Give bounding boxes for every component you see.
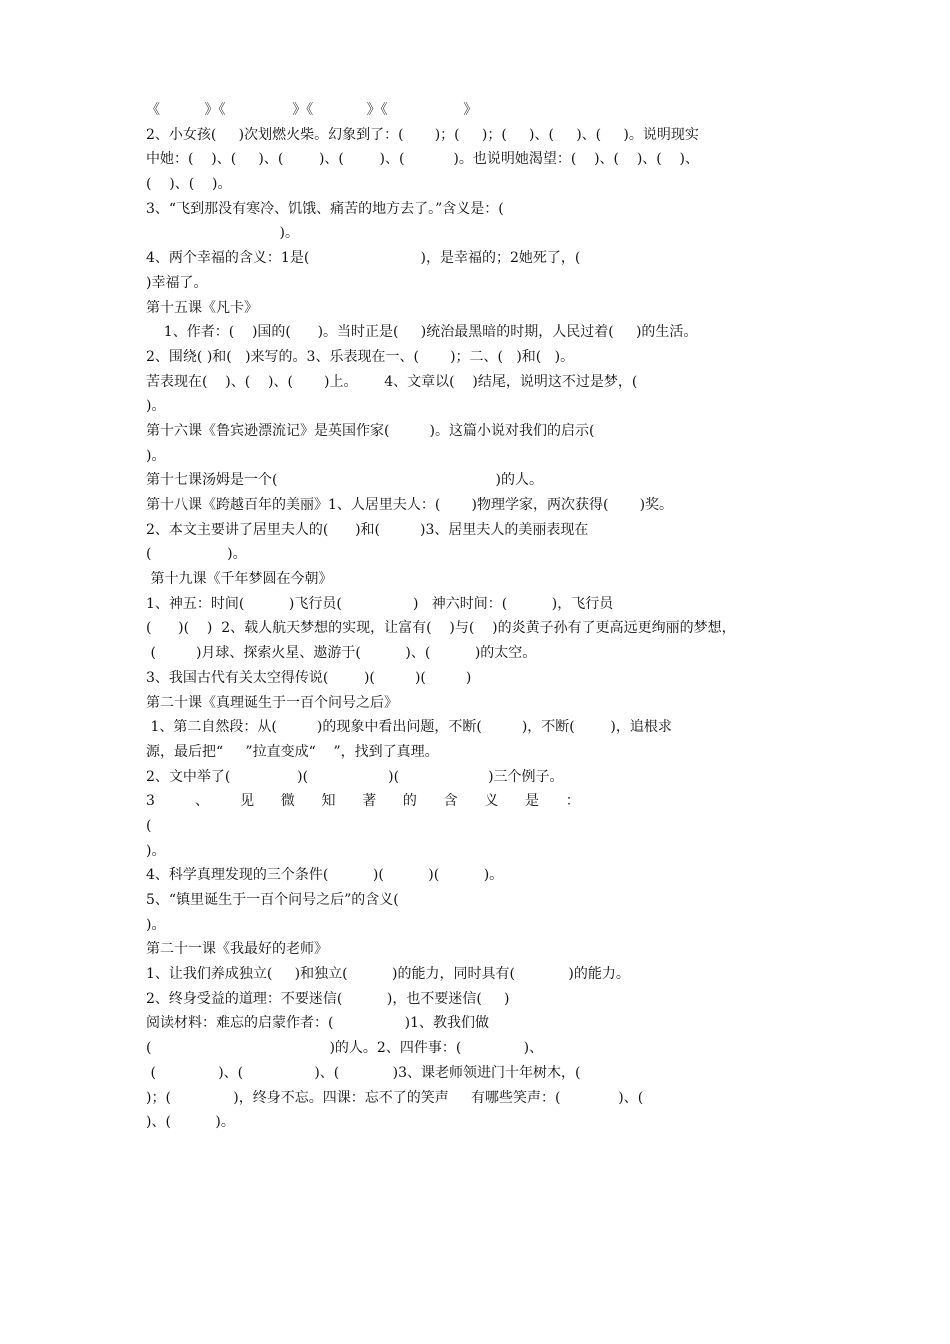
text-line: )。 — [146, 842, 166, 859]
text-line: )。 — [146, 447, 166, 464]
text-line: 3、我国古代有关太空得传说( )( )( ) — [146, 669, 472, 686]
text-line: 2、小女孩( )次划燃火柴。幻象到了：( )；( )；( )、( )、( )。说明现实 — [146, 126, 699, 143]
text-line: ( )。 — [146, 546, 247, 563]
text-line: 4、两个幸福的含义：1是( )，是幸福的；2她死了，( — [146, 250, 581, 267]
text-line: ( )、( )、( )3、课老师领进门十年树木，( — [146, 1064, 581, 1081]
text-line: 1、神五：时间( )飞行员( ) 神六时间：( )，飞行员 — [146, 595, 614, 612]
text-line: 第十六课《鲁宾逊漂流记》是英国作家( )。这篇小说对我们的启示( — [146, 422, 595, 439]
text-line: ( )、( )。 — [146, 176, 232, 193]
text-line: 《 》《 》《 》《 》 — [146, 102, 478, 118]
text-line: 苦表现在( )、( )、( )上。 4、文章以( )结尾，说明这不过是梦，( — [146, 373, 638, 390]
text-line: 5、“镇里诞生于一百个问号之后”的含义( — [146, 892, 399, 908]
lesson-heading: 第二十课《真理诞生于一百个问号之后》 — [146, 694, 398, 711]
text-line: 1、作者：( )国的( )。当时正是( )统治最黑暗的时期，人民过着( )的生活。 — [146, 324, 698, 341]
text-line: )、( )。 — [146, 1114, 235, 1131]
lesson-heading: 第二十一课《我最好的老师》 — [146, 941, 328, 958]
text-line: )。 — [146, 916, 166, 933]
text-line: 1、第二自然段：从( )的现象中看出问题，不断( )，不断( )，追根求 — [146, 719, 672, 736]
text-line: 2、本文主要讲了居里夫人的( )和( )3、居里夫人的美丽表现在 — [146, 521, 589, 538]
text-line: 源，最后把“ ”拉直变成“ ”，找到了真理。 — [146, 743, 439, 760]
text-line: 1、让我们养成独立( )和独立( )的能力，同时具有( )的能力。 — [146, 966, 630, 983]
text-line: 第十七课汤姆是一个( )的人。 — [146, 472, 543, 489]
text-line: )；( )，终身不忘。四课：忘不了的笑声 有哪些笑声：( )、( — [146, 1089, 644, 1106]
text-line: 2、围绕( )和( )来写的。3、乐表现在一、( )；二、( )和( )。 — [146, 348, 575, 365]
text-line: 3 、 见 微 知 著 的 含 义 是 ： — [146, 793, 580, 810]
text-line: 3、“飞到那没有寒冷、饥饿、痛苦的地方去了。”含义是：( — [146, 200, 504, 217]
text-line: 阅读材料：难忘的启蒙作者：( )1、教我们做 — [146, 1015, 490, 1032]
text-line: )幸福了。 — [146, 274, 208, 291]
text-line: 第十八课《跨越百年的美丽》1、人居里夫人：( )物理学家，两次获得( )奖。 — [146, 497, 674, 513]
text-line: )。 — [146, 225, 299, 242]
text-line: 2、终身受益的道理：不要迷信( )，也不要迷信( ) — [146, 990, 510, 1007]
lesson-heading: 第十九课《千年梦圆在今朝》 — [146, 571, 333, 588]
document-body — [146, 98, 864, 1135]
lesson-heading: 第十五课《凡卡》 — [146, 299, 258, 316]
text-line: ( )月球、探索火星、遨游于( )、( )的太空。 — [146, 645, 537, 662]
text-line: ( )的人。2、四件事：( )、 — [146, 1040, 544, 1057]
text-line: 中她：( )、( )、( )、( )、( )。也说明她渴望：( )、( )、( )、 — [146, 151, 699, 168]
text-line: 2、文中举了( )( )( )三个例子。 — [146, 768, 564, 785]
text-line: ( )( ) 2、载人航天梦想的实现，让富有( )与( )的炎黄子孙有了更高远更绚丽的梦想， — [146, 620, 736, 637]
text-line: ( — [146, 817, 152, 834]
text-line: 4、科学真理发现的三个条件( )( )( )。 — [146, 867, 504, 884]
text-line: )。 — [146, 398, 166, 415]
